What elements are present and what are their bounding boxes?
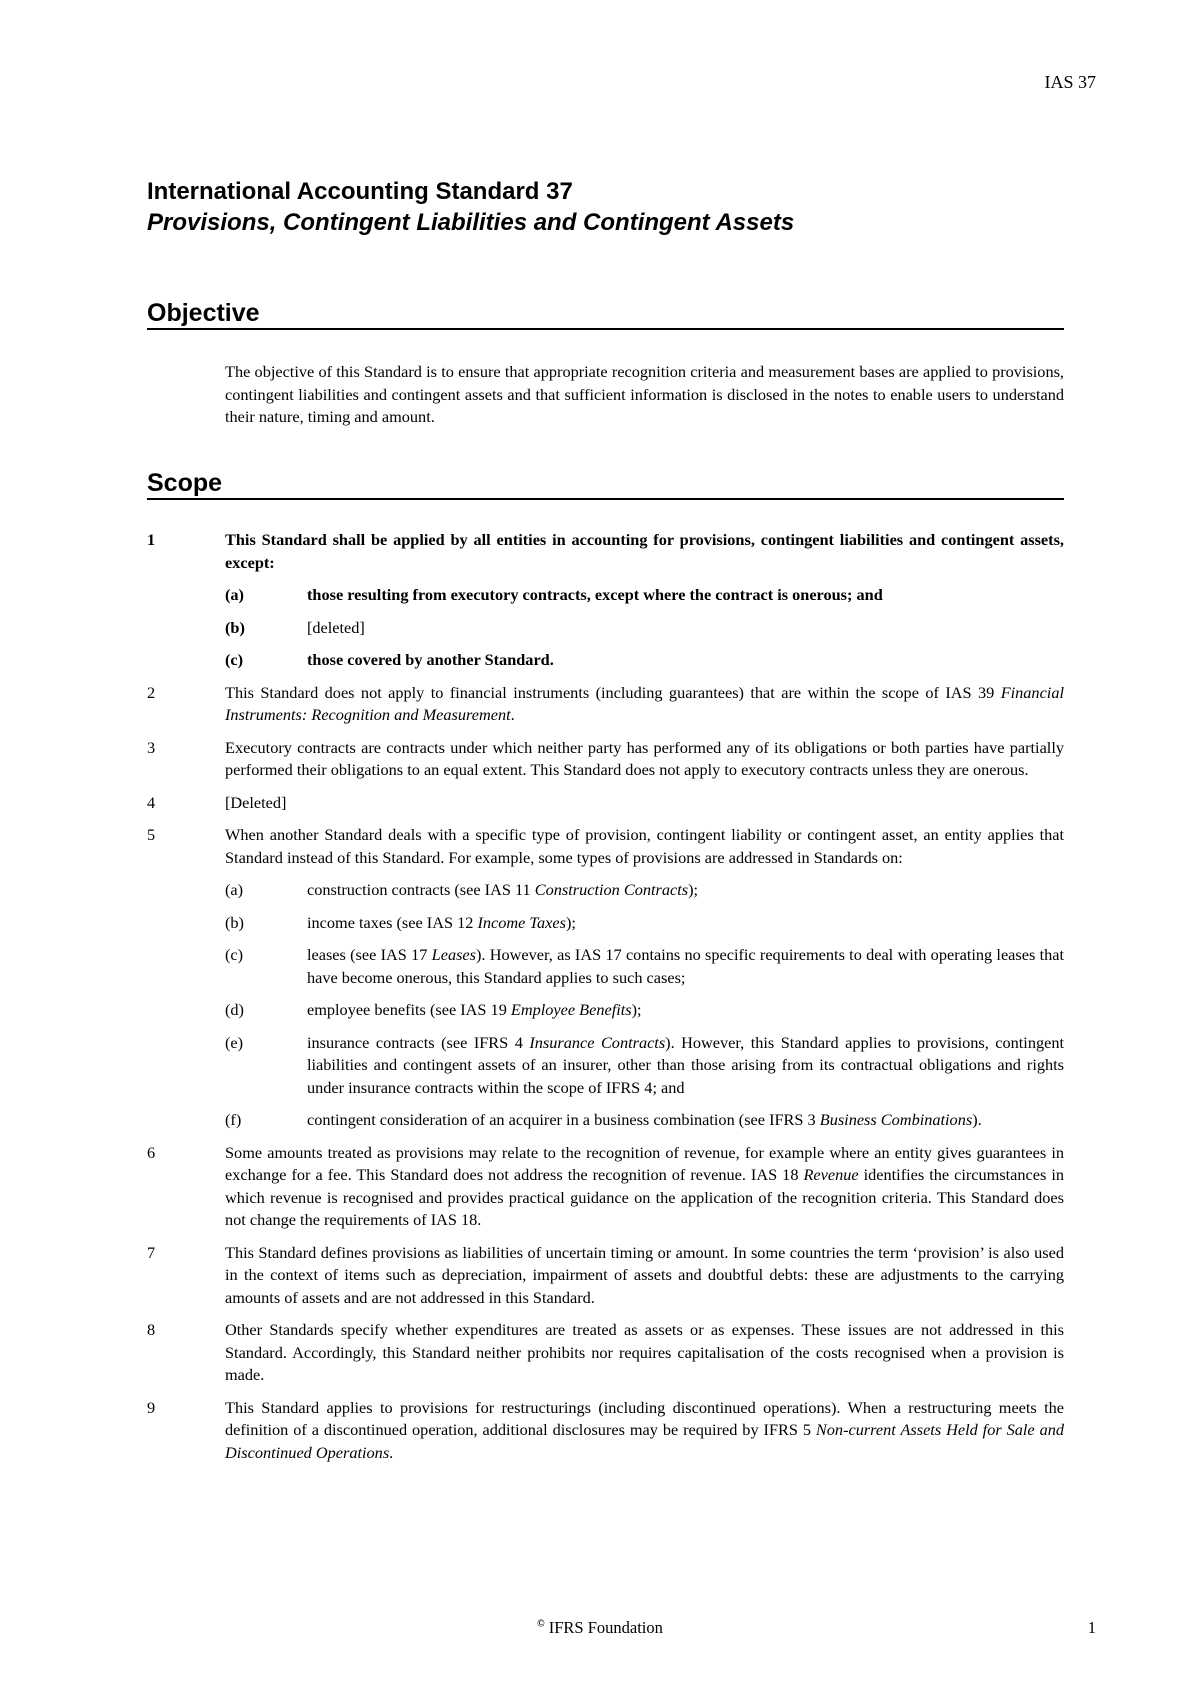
list-item-text: those resulting from executory contracts, except where the contract is onerous; and bbox=[307, 585, 883, 604]
footer-copyright bbox=[0, 1618, 1200, 1638]
list-item-label: (a) bbox=[225, 585, 244, 604]
list-item-text-end: ). However, as IAS 17 contains no specific requirements to deal with operating leases that have become onerous, this Standard applies to such cases; bbox=[307, 945, 1064, 987]
paragraph-number: 6 bbox=[147, 1142, 156, 1162]
standard-title-ref: Financial Instruments: Recognition and Measurement bbox=[225, 682, 1064, 724]
paragraph-text: When another Standard deals with a specific type of provision, contingent liability or contingent asset, an entity applies that Standard instead of this Standard. For example, some types of provisions are addressed in Standards on: bbox=[225, 825, 1064, 867]
standard-title-ref: Income Taxes bbox=[477, 912, 566, 932]
paragraph-number: 8 bbox=[147, 1320, 156, 1339]
copyright-symbol: © bbox=[537, 1618, 545, 1630]
list-item bbox=[147, 1109, 1064, 1132]
list-item bbox=[147, 944, 1064, 989]
paragraph-number: 7 bbox=[147, 1242, 156, 1262]
paragraph-text: This Standard applies to provisions for restructurings (including discontinued operations). When a restructuring meets the definition of a discontinued operation, additional disclosures may be required by IFRS 5 bbox=[225, 1397, 1064, 1439]
standard-title-ref: Employee Benefits bbox=[510, 1000, 632, 1019]
scope-body bbox=[147, 529, 1064, 1474]
list-item-label: (c) bbox=[225, 945, 244, 964]
paragraph-text-end: . bbox=[510, 705, 515, 724]
list-item-label: (b) bbox=[225, 617, 245, 637]
list-item-label: (f) bbox=[225, 1110, 242, 1129]
paragraph-text: Executory contracts are contracts under which neither party has performed any of its obligations or both parties have partially performed their obligations to an equal extent. This Standard does not apply to executory contracts unless they are onerous. bbox=[225, 737, 1064, 779]
list-item-label: (a) bbox=[225, 880, 244, 899]
list-item-label: (e) bbox=[225, 1032, 244, 1052]
list-item bbox=[147, 649, 1064, 672]
paragraph-number: 1 bbox=[147, 530, 156, 549]
document-title bbox=[147, 176, 1067, 238]
list-item-text: leases (see IAS 17 bbox=[307, 945, 432, 964]
list-item-text-end: ). However, this Standard applies to provisions, contingent liabilities and contingent assets of an insurer, other than those arising from its contractual obligations and rights under insurance contracts within the scope of IFRS 4; and bbox=[307, 1032, 1064, 1097]
list-item-text-end: ). bbox=[972, 1110, 982, 1129]
standard-title-ref: Construction Contracts bbox=[534, 880, 689, 899]
list-item-text-end: ); bbox=[565, 912, 576, 932]
paragraph-text: [Deleted] bbox=[225, 792, 287, 812]
paragraph-8 bbox=[147, 1319, 1064, 1387]
list-item-text: those covered by another Standard. bbox=[307, 650, 554, 669]
list-item bbox=[147, 999, 1064, 1022]
standard-title-ref: Non-current Assets Held for Sale and Discontinued Operations bbox=[225, 1420, 1064, 1462]
section-heading-scope: Scope bbox=[147, 470, 1064, 500]
paragraph-number: 4 bbox=[147, 792, 156, 812]
paragraph-6 bbox=[147, 1142, 1064, 1232]
paragraph-5 bbox=[147, 824, 1064, 869]
list-item-label: (c) bbox=[225, 650, 244, 669]
objective-paragraph: The objective of this Standard is to ensure that appropriate recognition criteria and measurement bases are applied to provisions, contingent liabilities and contingent assets and that sufficient information is disclosed in the notes to enable users to understand their nature, timing and amount. bbox=[225, 362, 1064, 426]
section-heading-objective: Objective bbox=[147, 300, 1064, 330]
list-item-text: construction contracts (see IAS 11 bbox=[307, 880, 535, 899]
list-item bbox=[147, 879, 1064, 902]
list-item-text: employee benefits (see IAS 19 bbox=[307, 1000, 511, 1019]
list-item bbox=[147, 617, 1064, 640]
standard-title-ref: Leases bbox=[431, 945, 476, 964]
list-item-label: (d) bbox=[225, 1000, 244, 1019]
paragraph-1 bbox=[147, 529, 1064, 574]
paragraph-7 bbox=[147, 1242, 1064, 1310]
list-item-text-end: ); bbox=[688, 880, 699, 899]
paragraph-number: 9 bbox=[147, 1397, 156, 1417]
running-header: IAS 37 bbox=[1044, 72, 1096, 92]
paragraph-number: 5 bbox=[147, 825, 156, 844]
paragraph-text: This Standard shall be applied by all entities in accounting for provisions, contingent liabilities and contingent assets, except: bbox=[225, 530, 1064, 572]
paragraph-text: This Standard defines provisions as liabilities of uncertain timing or amount. In some countries the term ‘provision’ is also used in the context of items such as depreciation, impairment of assets and doubtful debts: these are adjustments to the carrying amounts of assets and are not addressed in this Standard. bbox=[225, 1242, 1064, 1307]
list-item-text: insurance contracts (see IFRS 4 bbox=[307, 1032, 530, 1052]
paragraph-2 bbox=[147, 682, 1064, 727]
paragraph-text-end: . bbox=[389, 1442, 394, 1462]
standard-title-ref: Revenue bbox=[803, 1165, 859, 1184]
list-item-text: [deleted] bbox=[307, 617, 365, 637]
footer-publisher: IFRS Foundation bbox=[544, 1618, 663, 1637]
list-item bbox=[147, 1032, 1064, 1100]
list-item-text: contingent consideration of an acquirer in a business combination (see IFRS 3 bbox=[307, 1110, 820, 1129]
title-line-2: Provisions, Contingent Liabilities and Contingent Assets bbox=[147, 209, 795, 236]
paragraph-9 bbox=[147, 1397, 1064, 1465]
standard-title-ref: Business Combinations bbox=[819, 1110, 973, 1129]
paragraph-number: 3 bbox=[147, 737, 156, 757]
list-item-text-end: ); bbox=[631, 1000, 642, 1019]
list-item bbox=[147, 912, 1064, 935]
list-item-text: income taxes (see IAS 12 bbox=[307, 912, 478, 932]
paragraph-4 bbox=[147, 792, 1064, 815]
paragraph-3 bbox=[147, 737, 1064, 782]
list-item bbox=[147, 584, 1064, 607]
paragraph-text: This Standard does not apply to financial instruments (including guarantees) that are within the scope of IAS 39 bbox=[225, 682, 1001, 702]
paragraph-number: 2 bbox=[147, 682, 156, 702]
objective-body bbox=[147, 361, 1064, 429]
list-item-label: (b) bbox=[225, 912, 244, 932]
page-number: 1 bbox=[1087, 1618, 1096, 1637]
paragraph-text: Other Standards specify whether expenditures are treated as assets or as expenses. These issues are not addressed in this Standard. Accordingly, this Standard neither prohibits nor requires capitalisation of the costs recognised when a provision is made. bbox=[225, 1320, 1064, 1384]
paragraph-text: Some amounts treated as provisions may relate to the recognition of revenue, for example where an entity gives guarantees in exchange for a fee. This Standard does not address the recognition of revenue. IAS 18 bbox=[225, 1142, 1064, 1184]
standard-title-ref: Insurance Contracts bbox=[529, 1032, 666, 1052]
paragraph-text-end: identifies the circumstances in which revenue is recognised and provides practical guidance on the application of the recognition criteria. This Standard does not change the requirements of IAS 18. bbox=[225, 1165, 1065, 1229]
title-line-1: International Accounting Standard 37 bbox=[147, 178, 573, 205]
